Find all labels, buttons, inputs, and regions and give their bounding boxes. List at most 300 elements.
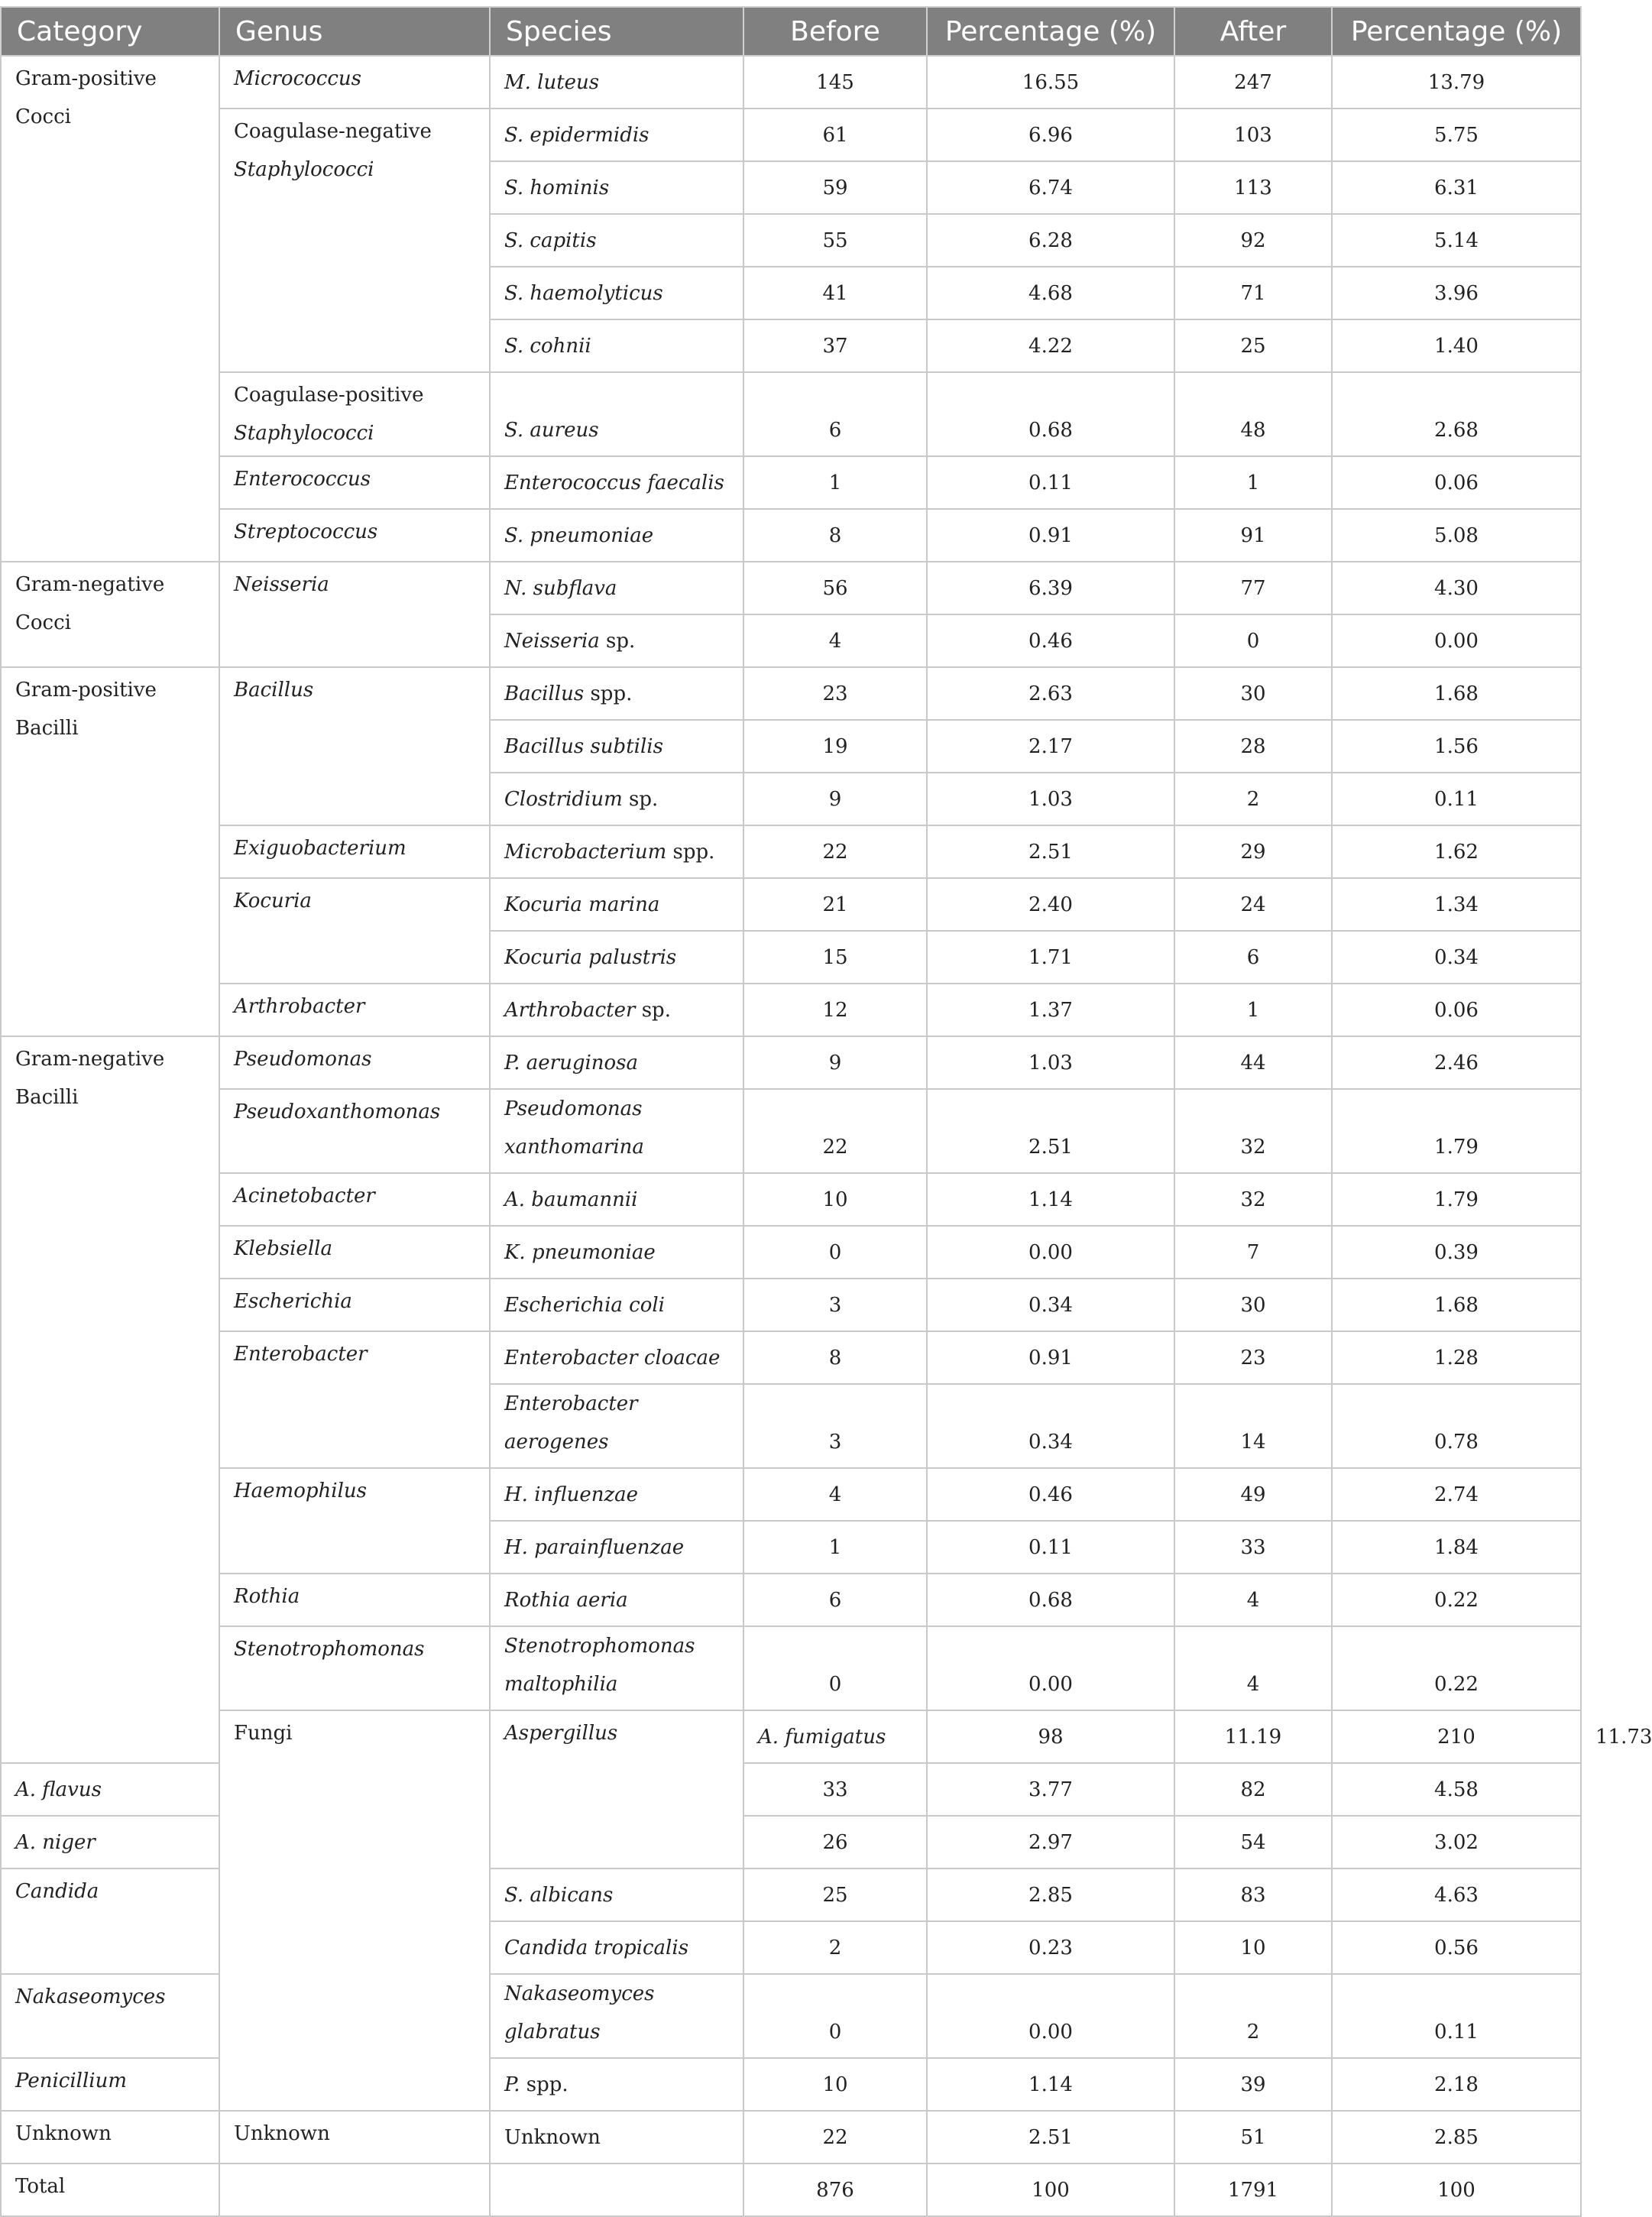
before-count-cell: 23 bbox=[743, 667, 927, 720]
before-count-cell: 9 bbox=[743, 1036, 927, 1089]
before-percentage-cell: 2.51 bbox=[927, 2111, 1174, 2164]
species-roman-text: sp. bbox=[599, 630, 636, 653]
genus-text: Candida bbox=[15, 1880, 99, 1903]
species-italic-text: S. cohnii bbox=[504, 335, 591, 358]
table-row: Fungi Aspergillus A. fumigatus 98 11.19 210 11.73 bbox=[1, 1710, 1581, 1763]
before-count-cell: 8 bbox=[743, 1331, 927, 1384]
after-percentage-cell: 0.06 bbox=[1332, 984, 1581, 1036]
species-cell bbox=[490, 214, 743, 267]
table-row bbox=[1, 509, 1581, 562]
before-count-cell: 876 bbox=[743, 2164, 927, 2216]
table-row bbox=[1, 2111, 1581, 2164]
species-italic-text: S. capitis bbox=[504, 229, 597, 252]
before-percentage-cell: 0.00 bbox=[927, 1226, 1174, 1279]
species-italic-text: S. albicans bbox=[504, 1884, 614, 1907]
genus-cell bbox=[219, 1574, 490, 1626]
genus-text: Stenotrophomonas bbox=[234, 1638, 425, 1661]
after-percentage-cell: 1.84 bbox=[1332, 1521, 1581, 1574]
after-percentage-cell: 100 bbox=[1332, 2164, 1581, 2216]
before-count-cell: 22 bbox=[743, 2111, 927, 2164]
table-row bbox=[1, 1036, 1581, 1089]
after-count-cell: 4 bbox=[1174, 1574, 1332, 1626]
after-percentage-cell: 0.39 bbox=[1332, 1226, 1581, 1279]
species-italic-text: Bacillus bbox=[504, 682, 585, 705]
species-cell bbox=[490, 1869, 743, 1921]
before-count-cell: 3 bbox=[743, 1279, 927, 1331]
table-body bbox=[1, 56, 1652, 2216]
genus-text: Acinetobacter bbox=[234, 1185, 375, 1207]
species-cell bbox=[490, 2058, 743, 2111]
genus-text: Arthrobacter bbox=[234, 995, 365, 1018]
after-percentage-cell: 2.46 bbox=[1332, 1036, 1581, 1089]
after-count-cell: 32 bbox=[1174, 1089, 1332, 1173]
species-cell bbox=[490, 161, 743, 214]
after-percentage-cell: 0.22 bbox=[1332, 1626, 1581, 1710]
after-count-cell: 83 bbox=[1174, 1869, 1332, 1921]
before-count-cell: 55 bbox=[743, 214, 927, 267]
before-percentage-cell: 4.68 bbox=[927, 267, 1174, 319]
before-percentage-cell: 0.68 bbox=[927, 372, 1174, 456]
table-header bbox=[1, 7, 1581, 56]
after-count-cell: 30 bbox=[1174, 1279, 1332, 1331]
genus-text: Neisseria bbox=[234, 573, 329, 596]
genus-text: Haemophilus bbox=[234, 1480, 367, 1502]
after-count-cell: 29 bbox=[1174, 825, 1332, 878]
before-percentage-cell: 0.46 bbox=[927, 1468, 1174, 1521]
header-percentage-before: Percentage (%) bbox=[927, 7, 1174, 56]
species-italic-text: P. aeruginosa bbox=[504, 1052, 639, 1074]
species-italic-text: M. luteus bbox=[504, 71, 600, 94]
after-count-cell: 25 bbox=[1174, 319, 1332, 372]
after-percentage-cell: 6.31 bbox=[1332, 161, 1581, 214]
species-italic-text: Kocuria palustris bbox=[504, 946, 677, 969]
species-cell bbox=[1, 1816, 219, 1869]
before-count-cell: 21 bbox=[743, 878, 927, 931]
after-percentage-cell: 1.68 bbox=[1332, 667, 1581, 720]
after-count-cell: 91 bbox=[1174, 509, 1332, 562]
after-count-cell: 0 bbox=[1174, 614, 1332, 667]
species-text: xanthomarina bbox=[504, 1136, 644, 1159]
after-count-cell: 54 bbox=[1174, 1816, 1332, 1869]
species-cell bbox=[490, 878, 743, 931]
species-cell bbox=[490, 1173, 743, 1226]
before-count-cell: 33 bbox=[743, 1763, 927, 1816]
species-italic-text: Clostridium bbox=[504, 788, 623, 811]
after-count-cell: 24 bbox=[1174, 878, 1332, 931]
before-percentage-cell: 100 bbox=[927, 2164, 1174, 2216]
genus-cell bbox=[219, 456, 490, 509]
species-cell bbox=[490, 1331, 743, 1384]
before-percentage-cell: 2.97 bbox=[927, 1816, 1174, 1869]
before-percentage-cell: 6.74 bbox=[927, 161, 1174, 214]
before-percentage-cell: 0.00 bbox=[927, 1974, 1174, 2058]
species-italic-text: Microbacterium bbox=[504, 841, 667, 864]
species-roman-text: sp. bbox=[622, 788, 659, 811]
category-cell: Gram-positive Bacilli bbox=[1, 667, 219, 1036]
after-count-cell: 210 bbox=[1332, 1710, 1581, 1763]
before-count-cell: 19 bbox=[743, 720, 927, 773]
genus-cell bbox=[219, 1626, 490, 1710]
table-row bbox=[1, 878, 1581, 931]
genus-cell bbox=[219, 509, 490, 562]
after-percentage-cell: 1.68 bbox=[1332, 1279, 1581, 1331]
table-row bbox=[1, 109, 1581, 161]
species-italic-text: A. fumigatus bbox=[758, 1726, 886, 1749]
category-cell: Total bbox=[1, 2164, 219, 2216]
species-cell bbox=[490, 2111, 743, 2164]
species-cell bbox=[490, 2164, 743, 2216]
after-count-cell: 48 bbox=[1174, 372, 1332, 456]
before-percentage-cell: 1.37 bbox=[927, 984, 1174, 1036]
before-percentage-cell: 1.03 bbox=[927, 773, 1174, 825]
header-species: Species bbox=[490, 7, 743, 56]
header-genus: Genus bbox=[219, 7, 490, 56]
after-count-cell: 44 bbox=[1174, 1036, 1332, 1089]
after-count-cell: 77 bbox=[1174, 562, 1332, 614]
genus-text: Escherichia bbox=[234, 1290, 352, 1313]
table-row bbox=[1, 456, 1581, 509]
species-cell bbox=[490, 931, 743, 984]
before-percentage-cell: 6.39 bbox=[927, 562, 1174, 614]
species-cell bbox=[490, 1626, 743, 1710]
species-italic-text: P. bbox=[504, 2073, 520, 2096]
species-roman-text: sp. bbox=[635, 999, 671, 1022]
genus-text: Enterobacter bbox=[234, 1343, 368, 1366]
genus-cell bbox=[219, 1036, 490, 1089]
after-percentage-cell: 4.63 bbox=[1332, 1869, 1581, 1921]
genus-text: Coagulase-positive bbox=[234, 384, 424, 407]
species-italic-text: Neisseria bbox=[504, 630, 600, 653]
after-percentage-cell: 0.11 bbox=[1332, 773, 1581, 825]
after-percentage-cell: 2.85 bbox=[1332, 2111, 1581, 2164]
species-text: maltophilia bbox=[504, 1673, 618, 1696]
genus-cell bbox=[219, 878, 490, 984]
before-count-cell: 6 bbox=[743, 1574, 927, 1626]
after-percentage-cell: 1.34 bbox=[1332, 878, 1581, 931]
before-count-cell: 59 bbox=[743, 161, 927, 214]
species-italic-text: Rothia aeria bbox=[504, 1589, 628, 1612]
before-percentage-cell: 11.19 bbox=[1174, 1710, 1332, 1763]
species-cell bbox=[490, 720, 743, 773]
after-count-cell: 82 bbox=[1174, 1763, 1332, 1816]
before-percentage-cell: 6.28 bbox=[927, 214, 1174, 267]
before-count-cell: 6 bbox=[743, 372, 927, 456]
genus-text: Staphylococci bbox=[234, 422, 374, 445]
species-italic-text: A. flavus bbox=[15, 1778, 102, 1801]
before-percentage-cell: 16.55 bbox=[927, 56, 1174, 109]
before-percentage-cell: 0.34 bbox=[927, 1279, 1174, 1331]
genus-cell bbox=[219, 109, 490, 372]
genus-text: Bacillus bbox=[234, 679, 314, 702]
before-percentage-cell: 0.11 bbox=[927, 456, 1174, 509]
before-percentage-cell: 3.77 bbox=[927, 1763, 1174, 1816]
after-count-cell: 1791 bbox=[1174, 2164, 1332, 2216]
species-cell bbox=[490, 773, 743, 825]
species-table bbox=[0, 6, 1652, 2217]
genus-cell bbox=[219, 2111, 490, 2164]
before-count-cell: 56 bbox=[743, 562, 927, 614]
species-cell bbox=[490, 1468, 743, 1521]
after-count-cell: 23 bbox=[1174, 1331, 1332, 1384]
after-count-cell: 39 bbox=[1174, 2058, 1332, 2111]
species-italic-text: Arthrobacter bbox=[504, 999, 636, 1022]
before-count-cell: 61 bbox=[743, 109, 927, 161]
before-count-cell: 10 bbox=[743, 1173, 927, 1226]
species-text: Stenotrophomonas bbox=[504, 1635, 695, 1658]
before-percentage-cell: 0.11 bbox=[927, 1521, 1174, 1574]
species-italic-text: S. aureus bbox=[504, 419, 599, 442]
species-italic-text: Nakaseomyces glabratus bbox=[504, 1982, 655, 2044]
before-percentage-cell: 2.63 bbox=[927, 667, 1174, 720]
genus-cell bbox=[1, 1974, 219, 2058]
after-percentage-cell: 1.79 bbox=[1332, 1173, 1581, 1226]
species-cell bbox=[490, 667, 743, 720]
species-italic-text: Enterococcus faecalis bbox=[504, 472, 724, 494]
species-cell bbox=[490, 56, 743, 109]
before-percentage-cell: 0.91 bbox=[927, 1331, 1174, 1384]
before-count-cell: 3 bbox=[743, 1384, 927, 1468]
after-count-cell: 14 bbox=[1174, 1384, 1332, 1468]
before-count-cell: 37 bbox=[743, 319, 927, 372]
after-percentage-cell: 0.11 bbox=[1332, 1974, 1581, 2058]
before-percentage-cell: 1.71 bbox=[927, 931, 1174, 984]
after-percentage-cell: 0.06 bbox=[1332, 456, 1581, 509]
before-count-cell: 0 bbox=[743, 1226, 927, 1279]
after-percentage-cell: 1.56 bbox=[1332, 720, 1581, 773]
genus-text: Aspergillus bbox=[504, 1722, 618, 1745]
before-percentage-cell: 2.85 bbox=[927, 1869, 1174, 1921]
table-row bbox=[1, 1173, 1581, 1226]
after-percentage-cell: 4.58 bbox=[1332, 1763, 1581, 1816]
species-italic-text: Enterobacter aerogenes bbox=[504, 1392, 638, 1454]
after-count-cell: 10 bbox=[1174, 1921, 1332, 1974]
table-row bbox=[1, 1331, 1581, 1384]
after-count-cell: 51 bbox=[1174, 2111, 1332, 2164]
category-cell: Gram-positive Cocci bbox=[1, 56, 219, 562]
category-cell: Fungi bbox=[219, 1710, 490, 2111]
species-cell bbox=[490, 456, 743, 509]
species-cell bbox=[490, 825, 743, 878]
before-count-cell: 15 bbox=[743, 931, 927, 984]
before-count-cell: 4 bbox=[743, 614, 927, 667]
species-cell bbox=[1, 1763, 219, 1816]
table-row bbox=[1, 2164, 1581, 2216]
before-percentage-cell: 0.34 bbox=[927, 1384, 1174, 1468]
after-percentage-cell: 5.14 bbox=[1332, 214, 1581, 267]
after-percentage-cell: 1.28 bbox=[1332, 1331, 1581, 1384]
genus-cell bbox=[1, 1869, 219, 1974]
after-percentage-cell: 2.74 bbox=[1332, 1468, 1581, 1521]
species-italic-text: Candida tropicalis bbox=[504, 1937, 689, 1959]
after-count-cell: 33 bbox=[1174, 1521, 1332, 1574]
species-cell bbox=[743, 1710, 927, 1763]
genus-cell bbox=[219, 1173, 490, 1226]
species-cell bbox=[490, 1521, 743, 1574]
after-percentage-cell: 1.40 bbox=[1332, 319, 1581, 372]
after-percentage-cell: 5.75 bbox=[1332, 109, 1581, 161]
before-percentage-cell: 0.23 bbox=[927, 1921, 1174, 1974]
species-cell bbox=[490, 267, 743, 319]
before-percentage-cell: 1.14 bbox=[927, 1173, 1174, 1226]
after-percentage-cell: 0.22 bbox=[1332, 1574, 1581, 1626]
before-percentage-cell: 2.17 bbox=[927, 720, 1174, 773]
after-count-cell: 2 bbox=[1174, 773, 1332, 825]
genus-cell bbox=[219, 1089, 490, 1173]
after-percentage-cell: 0.34 bbox=[1332, 931, 1581, 984]
after-count-cell: 1 bbox=[1174, 456, 1332, 509]
before-percentage-cell: 0.46 bbox=[927, 614, 1174, 667]
genus-text: Coagulase-negative bbox=[234, 120, 432, 143]
before-percentage-cell: 1.14 bbox=[927, 2058, 1174, 2111]
after-count-cell: 71 bbox=[1174, 267, 1332, 319]
genus-cell bbox=[219, 1226, 490, 1279]
species-italic-text: Enterobacter cloacae bbox=[504, 1347, 721, 1369]
species-roman-text: spp. bbox=[666, 841, 715, 864]
after-count-cell: 6 bbox=[1174, 931, 1332, 984]
after-count-cell: 7 bbox=[1174, 1226, 1332, 1279]
species-cell bbox=[490, 1036, 743, 1089]
before-count-cell: 9 bbox=[743, 773, 927, 825]
after-percentage-cell: 13.79 bbox=[1332, 56, 1581, 109]
species-italic-text: Kocuria marina bbox=[504, 893, 660, 916]
species-italic-text: S. haemolyticus bbox=[504, 282, 663, 305]
before-percentage-cell: 2.51 bbox=[927, 1089, 1174, 1173]
species-cell bbox=[490, 1226, 743, 1279]
before-count-cell: 145 bbox=[743, 56, 927, 109]
table-row bbox=[1, 984, 1581, 1036]
species-italic-text: Escherichia coli bbox=[504, 1294, 665, 1317]
genus-text: Pseudoxanthomonas bbox=[234, 1100, 441, 1123]
before-percentage-cell: 0.00 bbox=[927, 1626, 1174, 1710]
genus-cell bbox=[219, 1468, 490, 1574]
before-count-cell: 22 bbox=[743, 1089, 927, 1173]
before-percentage-cell: 2.51 bbox=[927, 825, 1174, 878]
after-count-cell: 28 bbox=[1174, 720, 1332, 773]
species-italic-text: H. parainfluenzae bbox=[504, 1536, 685, 1559]
category-cell: Gram-negative Bacilli bbox=[1, 1036, 219, 1763]
species-italic-text: A. baumannii bbox=[504, 1188, 638, 1211]
before-count-cell: 0 bbox=[743, 1626, 927, 1710]
after-count-cell: 2 bbox=[1174, 1974, 1332, 2058]
before-count-cell: 12 bbox=[743, 984, 927, 1036]
after-percentage-cell: 5.08 bbox=[1332, 509, 1581, 562]
species-roman-text: Unknown bbox=[504, 2126, 601, 2149]
header-percentage-after: Percentage (%) bbox=[1332, 7, 1581, 56]
genus-text: Streptococcus bbox=[234, 520, 378, 543]
genus-cell bbox=[219, 1331, 490, 1468]
table-row bbox=[1, 1574, 1581, 1626]
after-percentage-cell: 0.78 bbox=[1332, 1384, 1581, 1468]
after-percentage-cell: 1.79 bbox=[1332, 1089, 1581, 1173]
before-count-cell: 0 bbox=[743, 1974, 927, 2058]
after-count-cell: 4 bbox=[1174, 1626, 1332, 1710]
species-roman-text: spp. bbox=[520, 2073, 568, 2096]
header-before: Before bbox=[743, 7, 927, 56]
species-cell bbox=[490, 614, 743, 667]
genus-text: Rothia bbox=[234, 1585, 300, 1608]
table-row bbox=[1, 1468, 1581, 1521]
table-row bbox=[1, 825, 1581, 878]
genus-text: Enterococcus bbox=[234, 468, 371, 491]
before-count-cell: 10 bbox=[743, 2058, 927, 2111]
after-percentage-cell: 3.02 bbox=[1332, 1816, 1581, 1869]
species-italic-text: N. subflava bbox=[504, 577, 617, 600]
after-count-cell: 32 bbox=[1174, 1173, 1332, 1226]
species-cell bbox=[490, 319, 743, 372]
before-percentage-cell: 4.22 bbox=[927, 319, 1174, 372]
category-cell: Gram-negative Cocci bbox=[1, 562, 219, 667]
table-row bbox=[1, 1089, 1581, 1173]
header-category: Category bbox=[1, 7, 219, 56]
table-row bbox=[1, 1279, 1581, 1331]
species-italic-text: K. pneumoniae bbox=[504, 1241, 656, 1264]
genus-cell bbox=[219, 667, 490, 825]
after-count-cell: 113 bbox=[1174, 161, 1332, 214]
table-row bbox=[1, 1626, 1581, 1710]
table-row bbox=[1, 56, 1581, 109]
genus-cell bbox=[490, 1710, 743, 1869]
genus-text: Unknown bbox=[234, 2122, 330, 2145]
category-cell: Unknown bbox=[1, 2111, 219, 2164]
species-cell bbox=[490, 1384, 743, 1468]
species-cell bbox=[490, 984, 743, 1036]
genus-text: Penicillium bbox=[15, 2070, 127, 2092]
table-row bbox=[1, 1226, 1581, 1279]
header-row bbox=[1, 7, 1581, 56]
genus-text: Nakaseomyces bbox=[15, 1985, 166, 2008]
table-row bbox=[1, 372, 1581, 456]
after-count-cell: 247 bbox=[1174, 56, 1332, 109]
after-percentage-cell: 2.68 bbox=[1332, 372, 1581, 456]
species-text: Pseudomonas bbox=[504, 1097, 643, 1120]
species-cell bbox=[490, 562, 743, 614]
genus-cell bbox=[219, 372, 490, 456]
genus-cell bbox=[219, 984, 490, 1036]
genus-text: Staphylococci bbox=[234, 158, 374, 181]
species-roman-text: spp. bbox=[584, 682, 633, 705]
after-percentage-cell: 4.30 bbox=[1332, 562, 1581, 614]
before-count-cell: 4 bbox=[743, 1468, 927, 1521]
after-count-cell: 92 bbox=[1174, 214, 1332, 267]
species-cell bbox=[490, 372, 743, 456]
genus-cell bbox=[219, 1279, 490, 1331]
before-count-cell: 2 bbox=[743, 1921, 927, 1974]
genus-text: Micrococcus bbox=[234, 67, 362, 90]
before-percentage-cell: 0.91 bbox=[927, 509, 1174, 562]
genus-text: Kocuria bbox=[234, 890, 312, 912]
species-italic-text: S. pneumoniae bbox=[504, 524, 654, 547]
after-count-cell: 1 bbox=[1174, 984, 1332, 1036]
before-count-cell: 41 bbox=[743, 267, 927, 319]
before-count-cell: 22 bbox=[743, 825, 927, 878]
after-count-cell: 103 bbox=[1174, 109, 1332, 161]
after-percentage-cell: 2.18 bbox=[1332, 2058, 1581, 2111]
before-count-cell: 1 bbox=[743, 1521, 927, 1574]
after-percentage-cell: 3.96 bbox=[1332, 267, 1581, 319]
genus-cell bbox=[219, 56, 490, 109]
header-after: After bbox=[1174, 7, 1332, 56]
before-percentage-cell: 6.96 bbox=[927, 109, 1174, 161]
species-italic-text: H. influenzae bbox=[504, 1483, 639, 1506]
table-row bbox=[1, 667, 1581, 720]
species-cell bbox=[490, 1279, 743, 1331]
after-count-cell: 30 bbox=[1174, 667, 1332, 720]
before-count-cell: 1 bbox=[743, 456, 927, 509]
species-italic-text: Bacillus subtilis bbox=[504, 735, 663, 758]
before-count-cell: 98 bbox=[927, 1710, 1174, 1763]
after-percentage-cell: 1.62 bbox=[1332, 825, 1581, 878]
species-cell bbox=[490, 509, 743, 562]
